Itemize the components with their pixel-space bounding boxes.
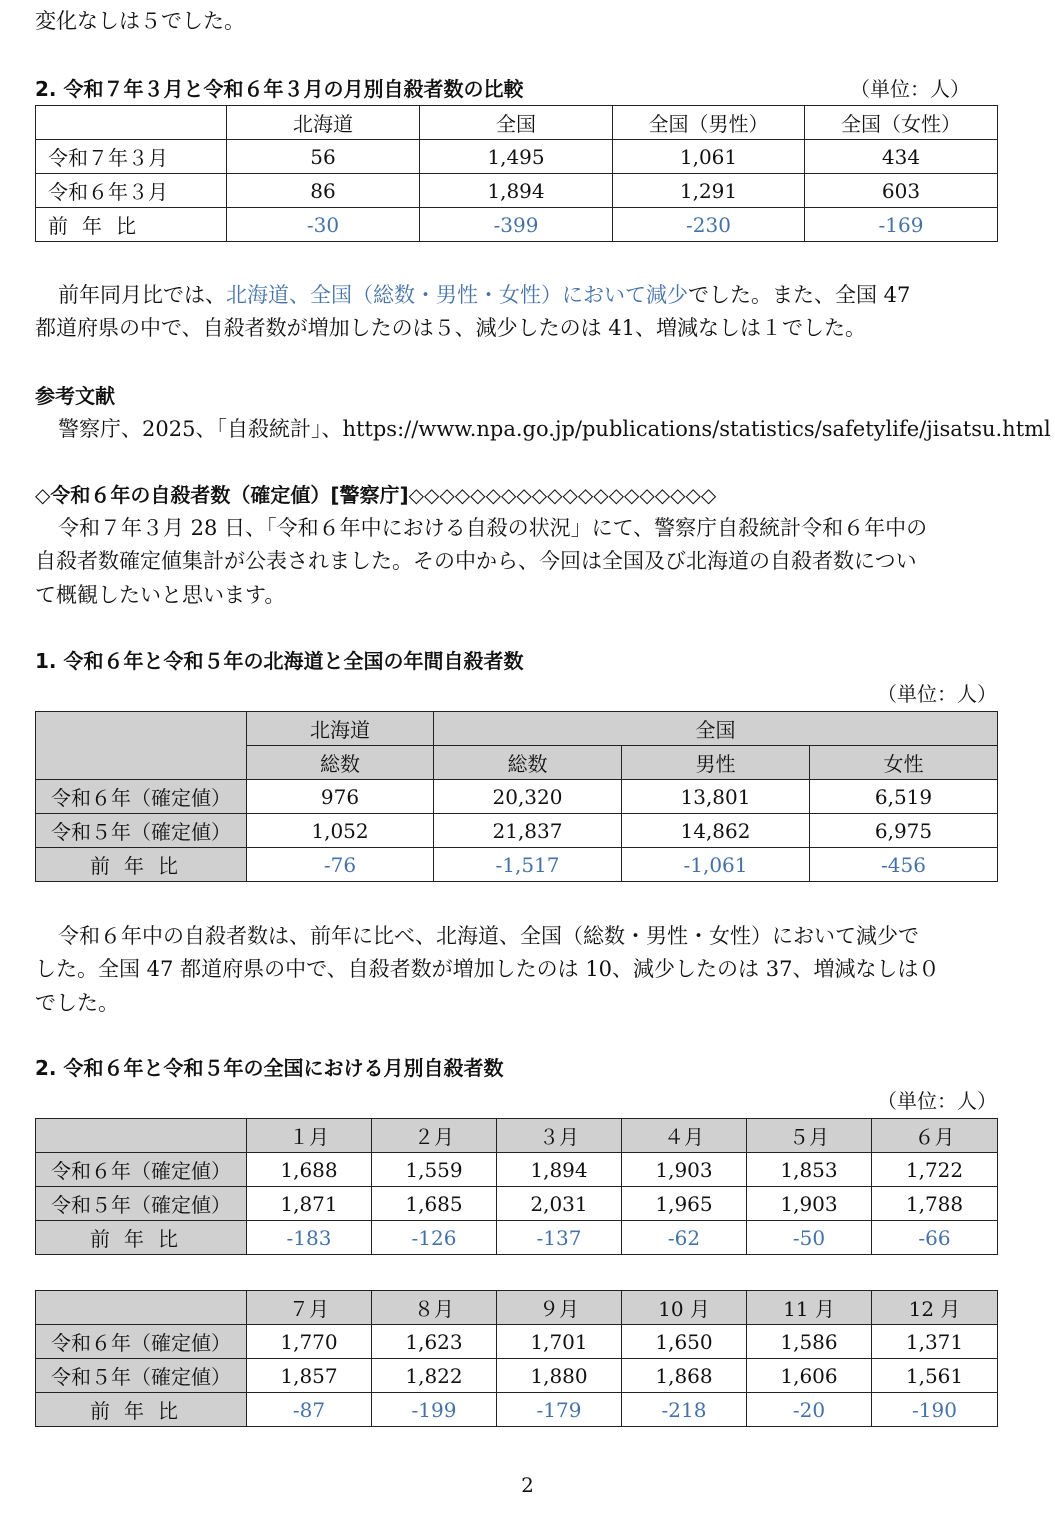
table-cell: 1,965 <box>622 1187 747 1221</box>
table-cell: 1,871 <box>247 1187 372 1221</box>
march-comparison-table <box>35 105 998 242</box>
month-header: ７月 <box>247 1291 372 1325</box>
month-header: １月 <box>247 1119 372 1153</box>
table-header-row <box>36 106 998 140</box>
march-summary-line-1 <box>58 280 910 310</box>
table-cell: 1,822 <box>372 1359 497 1393</box>
table-cell: -87 <box>247 1393 372 1427</box>
group-header-hokkaido: 北海道 <box>247 712 434 746</box>
table-cell: -76 <box>247 848 434 882</box>
monthly-table-jul-dec <box>35 1290 998 1427</box>
month-header: 12 月 <box>872 1291 998 1325</box>
table-cell: 1,903 <box>622 1153 747 1187</box>
header-cell: 全国（男性） <box>613 106 805 140</box>
table-cell: -190 <box>872 1393 998 1427</box>
row-label: 令和５年（確定値） <box>36 814 247 848</box>
month-header: ２月 <box>372 1119 497 1153</box>
summary-text: 前年同月比では、 <box>58 283 226 307</box>
table-cell: -66 <box>872 1221 998 1255</box>
annual-sub1-heading: 1. 令和６年と令和５年の北海道と全国の年間自殺者数 <box>35 649 524 673</box>
page-number: 2 <box>521 1473 534 1497</box>
annual-summary-line-1: 令和６年中の自殺者数は、前年に比べ、北海道、全国（総数・男性・女性）において減少で <box>58 924 919 948</box>
corner-cell <box>36 1119 247 1153</box>
group-header-national: 全国 <box>434 712 998 746</box>
table-cell: -20 <box>747 1393 872 1427</box>
table-cell: 1,894 <box>420 174 613 208</box>
table-row <box>36 814 998 848</box>
table-cell: -199 <box>372 1393 497 1427</box>
annual-intro-line-3: て概観したいと思います。 <box>35 583 286 607</box>
table-cell: -399 <box>420 208 613 242</box>
header-cell: 総数 <box>247 746 434 780</box>
annual-intro-line-1: 令和７年３月 28 日、「令和６年中における自殺の状況」にて、警察庁自殺統計令和６年中の <box>58 516 928 540</box>
month-header: ６月 <box>872 1119 998 1153</box>
header-cell: 全国 <box>420 106 613 140</box>
annual-intro-line-2: 自殺者数確定値集計が公表されました。その中から、今回は全国及び北海道の自殺者数につい <box>35 549 917 573</box>
row-label: 令和５年（確定値） <box>36 1187 247 1221</box>
table-cell: 1,903 <box>747 1187 872 1221</box>
table-cell: 1,291 <box>613 174 805 208</box>
table-cell: 1,052 <box>247 814 434 848</box>
header-cell <box>36 106 227 140</box>
table-cell: 6,519 <box>810 780 998 814</box>
table-cell: 13,801 <box>622 780 810 814</box>
table-cell: -230 <box>613 208 805 242</box>
table-cell: 1,606 <box>747 1359 872 1393</box>
header-cell: 北海道 <box>227 106 420 140</box>
table-cell: 1,586 <box>747 1325 872 1359</box>
corner-cell <box>36 1291 247 1325</box>
annual-summary-line-2: した。全国 47 都道府県の中で、自殺者数が増加したのは 10、減少したのは 37、増減なしは０ <box>35 957 940 981</box>
table-cell: -169 <box>805 208 998 242</box>
row-label: 令和６年（確定値） <box>36 1325 247 1359</box>
table-cell: 1,061 <box>613 140 805 174</box>
march-unit-label: （単位：人） <box>850 77 970 101</box>
header-cell: 女性 <box>810 746 998 780</box>
table-cell: -62 <box>622 1221 747 1255</box>
table-cell: 1,880 <box>497 1359 622 1393</box>
table-row <box>36 174 998 208</box>
annual-sub1-unit: （単位：人） <box>877 682 997 706</box>
table-cell: 1,623 <box>372 1325 497 1359</box>
annual-total-table <box>35 711 998 882</box>
month-header: ４月 <box>622 1119 747 1153</box>
table-cell: 434 <box>805 140 998 174</box>
table-cell: 1,371 <box>872 1325 998 1359</box>
table-cell: 1,894 <box>497 1153 622 1187</box>
month-header: 10 月 <box>622 1291 747 1325</box>
table-row <box>36 1393 998 1427</box>
table-row <box>36 1359 998 1393</box>
header-cell: 全国（女性） <box>805 106 998 140</box>
month-header: ９月 <box>497 1291 622 1325</box>
table-row <box>36 1221 998 1255</box>
table-cell: -456 <box>810 848 998 882</box>
monthly-table-jan-jun <box>35 1118 998 1255</box>
table-cell: -1,061 <box>622 848 810 882</box>
table-cell: 1,853 <box>747 1153 872 1187</box>
annual-section-title: ◇令和６年の自殺者数（確定値）[警察庁]◇◇◇◇◇◇◇◇◇◇◇◇◇◇◇◇◇◇◇◇ <box>35 483 717 507</box>
summary-text: でした。また、全国 47 <box>688 283 911 307</box>
table-cell: 1,770 <box>247 1325 372 1359</box>
table-row <box>36 1187 998 1221</box>
row-label: 前年比 <box>36 1221 247 1255</box>
row-label: 令和７年３月 <box>36 140 227 174</box>
table-row <box>36 140 998 174</box>
march-comparison-heading: 2. 令和７年３月と令和６年３月の月別自殺者数の比較 <box>35 77 524 101</box>
corner-cell <box>36 712 247 780</box>
row-label: 前年比 <box>36 1393 247 1427</box>
month-header: ８月 <box>372 1291 497 1325</box>
table-cell: 1,650 <box>622 1325 747 1359</box>
table-cell: 14,862 <box>622 814 810 848</box>
table-cell: 2,031 <box>497 1187 622 1221</box>
table-cell: 1,685 <box>372 1187 497 1221</box>
annual-summary-line-3: でした。 <box>35 991 119 1015</box>
table-cell: -1,517 <box>434 848 622 882</box>
table-cell: 6,975 <box>810 814 998 848</box>
summary-highlight: 北海道、全国（総数・男性・女性）において減少 <box>226 283 688 307</box>
table-row <box>36 1325 998 1359</box>
intro-line: 変化なしは５でした。 <box>35 9 245 33</box>
table-cell: 1,788 <box>872 1187 998 1221</box>
table-row <box>36 848 998 882</box>
table-cell: 1,561 <box>872 1359 998 1393</box>
table-cell: -183 <box>247 1221 372 1255</box>
table-row <box>36 780 998 814</box>
row-label: 令和６年（確定値） <box>36 1153 247 1187</box>
table-cell: 1,559 <box>372 1153 497 1187</box>
row-label: 令和５年（確定値） <box>36 1359 247 1393</box>
month-header: ５月 <box>747 1119 872 1153</box>
table-cell: -218 <box>622 1393 747 1427</box>
annual-sub2-heading: 2. 令和６年と令和５年の全国における月別自殺者数 <box>35 1056 504 1080</box>
references-heading: 参考文献 <box>35 384 115 408</box>
table-cell: 1,701 <box>497 1325 622 1359</box>
annual-sub2-unit: （単位：人） <box>877 1089 997 1113</box>
table-cell: 1,722 <box>872 1153 998 1187</box>
header-cell: 総数 <box>434 746 622 780</box>
table-cell: -179 <box>497 1393 622 1427</box>
table-row <box>36 1153 998 1187</box>
table-header-row <box>36 1119 998 1153</box>
header-cell: 男性 <box>622 746 810 780</box>
row-label: 令和６年（確定値） <box>36 780 247 814</box>
table-cell: -30 <box>227 208 420 242</box>
row-label: 前年比 <box>36 208 227 242</box>
table-cell: 1,857 <box>247 1359 372 1393</box>
table-header-row <box>36 1291 998 1325</box>
table-cell: 1,868 <box>622 1359 747 1393</box>
table-cell: 21,837 <box>434 814 622 848</box>
march-summary-line-2: 都道府県の中で、自殺者数が増加したのは５、減少したのは 41、増減なしは１でした。 <box>35 316 866 340</box>
table-cell: 56 <box>227 140 420 174</box>
reference-item: 警察庁、2025、「自殺統計」、https://www.npa.go.jp/publications/statistics/safetylife/jisatsu.html <box>58 417 1051 441</box>
table-cell: 1,495 <box>420 140 613 174</box>
table-row <box>36 208 998 242</box>
table-cell: 20,320 <box>434 780 622 814</box>
table-cell: 1,688 <box>247 1153 372 1187</box>
table-cell: -137 <box>497 1221 622 1255</box>
table-cell: 976 <box>247 780 434 814</box>
table-cell: -126 <box>372 1221 497 1255</box>
row-label: 前年比 <box>36 848 247 882</box>
month-header: ３月 <box>497 1119 622 1153</box>
month-header: 11 月 <box>747 1291 872 1325</box>
table-header-row <box>36 712 998 746</box>
row-label: 令和６年３月 <box>36 174 227 208</box>
table-cell: 603 <box>805 174 998 208</box>
table-cell: -50 <box>747 1221 872 1255</box>
table-cell: 86 <box>227 174 420 208</box>
